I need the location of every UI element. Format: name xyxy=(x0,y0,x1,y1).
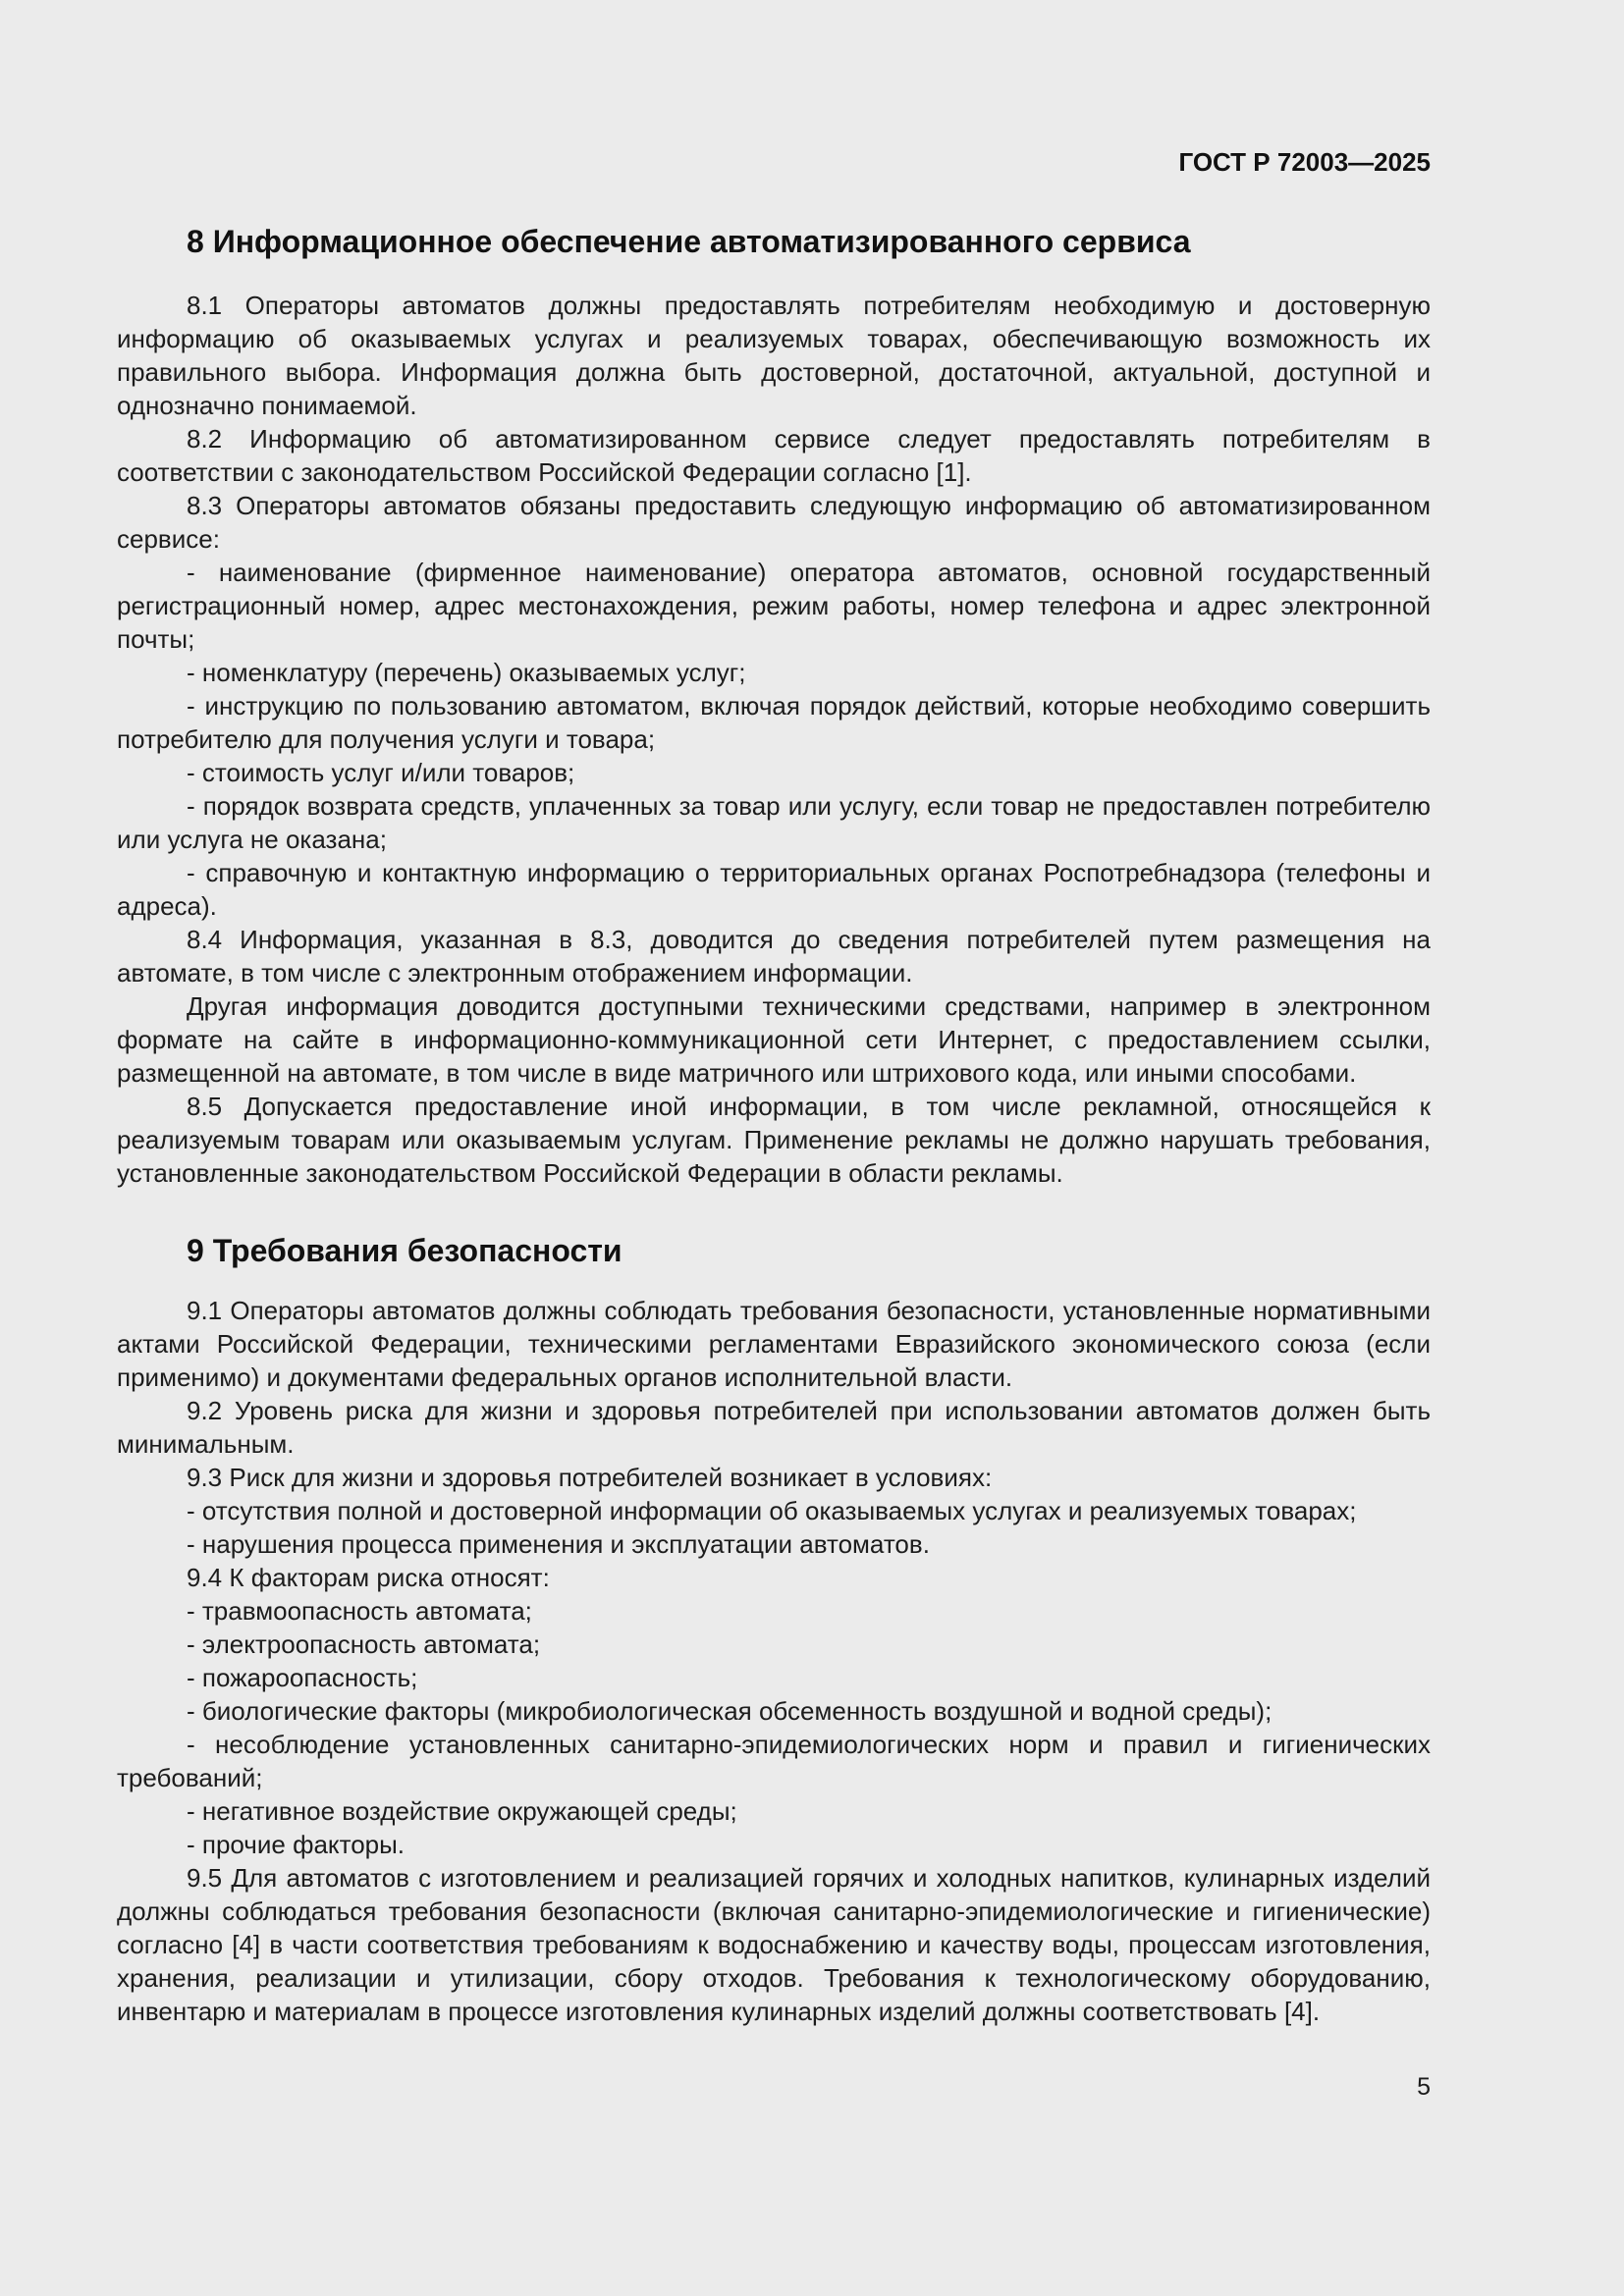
list-item: - наименование (фирменное наименование) оператора автоматов, основной государственный регистрационный номер, адрес местонахождения, режим работы, номер телефона и адрес электронной почты; xyxy=(117,558,1431,654)
list-item: - электроопасность автомата; xyxy=(187,1629,541,1659)
list-item: - биологические факторы (микробиологическая обсеменность воздушной и водной среды); xyxy=(187,1696,1272,1726)
section-9-body xyxy=(117,1294,1431,2028)
paragraph: 8.5 Допускается предоставление иной информации, в том числе рекламной, относящейся к реализуемым товарам или оказываемым услугам. Применение рекламы не должно нарушать требования, установленные законодательством Российской Федерации в области рекламы. xyxy=(117,1092,1431,1188)
paragraph: Другая информация доводится доступными техническими средствами, например в электронном формате на сайте в информационно-коммуникационной сети Интернет, с предоставлением ссылки, размещенной на автомате, в том числе в виде матричного или штрихового кода, или иными способами. xyxy=(117,991,1431,1088)
paragraph: 9.1 Операторы автоматов должны соблюдать требования безопасности, установленные нормативными актами Российской Федерации, техническими регламентами Евразийского экономического союза (если применимо) и документами федеральных органов исполнительной власти. xyxy=(117,1296,1431,1392)
paragraph: 9.2 Уровень риска для жизни и здоровья потребителей при использовании автоматов должен быть минимальным. xyxy=(117,1396,1431,1459)
paragraph: 8.3 Операторы автоматов обязаны предоставить следующую информацию об автоматизированном сервисе: xyxy=(117,491,1431,554)
list-item: - стоимость услуг и/или товаров; xyxy=(187,758,575,787)
list-item: - пожароопасность; xyxy=(187,1663,418,1692)
list-item: - номенклатуру (перечень) оказываемых услуг; xyxy=(187,658,746,687)
list-item: - справочную и контактную информацию о территориальных органах Роспотребнадзора (телефоны и адреса). xyxy=(117,858,1431,921)
document-code: ГОСТ Р 72003—2025 xyxy=(1178,147,1431,177)
list-item: - несоблюдение установленных санитарно-эпидемиологических норм и правил и гигиенических требований; xyxy=(117,1730,1431,1792)
list-item: - инструкцию по пользованию автоматом, включая порядок действий, которые необходимо совершить потребителю для получения услуги и товара; xyxy=(117,691,1431,754)
section-8-body xyxy=(117,289,1431,1190)
section-9-heading: 9 Требования безопасности xyxy=(187,1233,623,1268)
list-item: - прочие факторы. xyxy=(187,1830,406,1859)
paragraph: 9.3 Риск для жизни и здоровья потребителей возникает в условиях: xyxy=(187,1463,993,1492)
list-item: - нарушения процесса применения и эксплуатации автоматов. xyxy=(187,1529,930,1559)
section-8-heading: 8 Информационное обеспечение автоматизированного сервиса xyxy=(187,224,1191,259)
paragraph: 8.2 Информацию об автоматизированном сервисе следует предоставлять потребителям в соответствии с законодательством Российской Федерации согласно [1]. xyxy=(117,424,1431,487)
paragraph: 9.4 К факторам риска относят: xyxy=(187,1563,550,1592)
paragraph: 8.1 Операторы автоматов должны предоставлять потребителям необходимую и достоверную информацию об оказываемых услугах и реализуемых товарах, обеспечивающую возможность их правильного выбора. Информация должна быть достоверной, достаточной, актуальной, доступной и однозначно понимаемой. xyxy=(117,291,1431,420)
list-item: - негативное воздействие окружающей среды; xyxy=(187,1796,737,1826)
list-item: - порядок возврата средств, уплаченных за товар или услугу, если товар не предоставлен потребителю или услуга не оказана; xyxy=(117,791,1431,854)
paragraph: 9.5 Для автоматов с изготовлением и реализацией горячих и холодных напитков, кулинарных изделий должны соблюдаться требования безопасности (включая санитарно-эпидемиологические и гигиенические) согласно [4] в части соответствия требованиям к водоснабжению и качеству воды, процессам изготовления, хранения, реализации и утилизации, сбору отходов. Требования к технологическому оборудованию, инвентарю и материалам в процессе изготовления кулинарных изделий должны соответствовать [4]. xyxy=(117,1863,1431,2026)
page-number: 5 xyxy=(1417,2073,1431,2101)
list-item: - травмоопасность автомата; xyxy=(187,1596,532,1626)
list-item: - отсутствия полной и достоверной информации об оказываемых услугах и реализуемых товарах; xyxy=(187,1496,1357,1525)
paragraph: 8.4 Информация, указанная в 8.3, доводится до сведения потребителей путем размещения на автомате, в том числе с электронным отображением информации. xyxy=(117,925,1431,988)
